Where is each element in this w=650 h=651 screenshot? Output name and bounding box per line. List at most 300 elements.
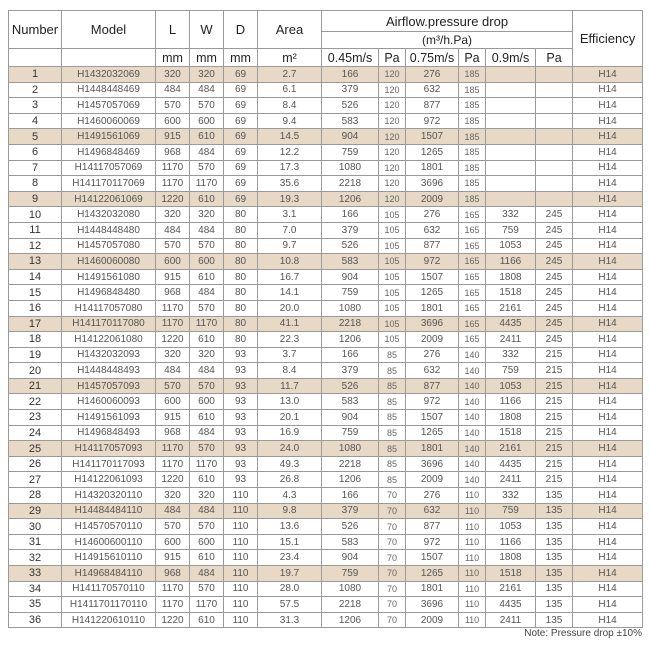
cell-pa-1: 70: [379, 550, 406, 566]
cell-airflow-1: 1206: [322, 191, 379, 207]
cell-airflow-3: [486, 98, 536, 114]
cell-efficiency: H14: [573, 347, 643, 363]
cell-pa-3: [536, 191, 573, 207]
cell-airflow-1: 379: [322, 222, 379, 238]
cell-pa-3: 135: [536, 566, 573, 582]
cell-pa-3: 135: [536, 597, 573, 613]
table-row: [9, 176, 643, 192]
cell-pa-2: 165: [459, 222, 486, 238]
unit-w: mm: [190, 49, 224, 67]
cell-l: 484: [156, 503, 190, 519]
cell-pa-2: 110: [459, 581, 486, 597]
cell-airflow-1: 2218: [322, 456, 379, 472]
cell-pa-1: 105: [379, 285, 406, 301]
cell-d: 93: [224, 347, 258, 363]
table-row: [9, 566, 643, 582]
cell-d: 69: [224, 82, 258, 98]
cell-l: 968: [156, 566, 190, 582]
cell-airflow-1: 904: [322, 410, 379, 426]
cell-l: 1170: [156, 597, 190, 613]
cell-model: H141220610110: [62, 612, 156, 628]
cell-airflow-1: 379: [322, 503, 379, 519]
cell-pa-3: 135: [536, 550, 573, 566]
cell-pa-3: [536, 113, 573, 129]
cell-pa-2: 110: [459, 550, 486, 566]
cell-pa-2: 165: [459, 332, 486, 348]
cell-efficiency: H14: [573, 363, 643, 379]
cell-number: 1: [9, 67, 62, 83]
header-model-unit: [62, 49, 156, 67]
cell-area: 14.5: [258, 129, 322, 145]
cell-d: 69: [224, 129, 258, 145]
cell-d: 69: [224, 176, 258, 192]
cell-efficiency: H14: [573, 269, 643, 285]
cell-model: H14122061080: [62, 332, 156, 348]
table-body: [9, 67, 643, 628]
cell-d: 80: [224, 332, 258, 348]
cell-pa-1: 105: [379, 316, 406, 332]
cell-number: 32: [9, 550, 62, 566]
cell-d: 80: [224, 207, 258, 223]
cell-area: 12.2: [258, 144, 322, 160]
cell-airflow-1: 166: [322, 67, 379, 83]
cell-airflow-2: 1507: [406, 550, 459, 566]
unit-velocity-3: 0.9m/s: [486, 49, 536, 67]
cell-area: 13.0: [258, 394, 322, 410]
cell-efficiency: H14: [573, 566, 643, 582]
cell-airflow-1: 1080: [322, 160, 379, 176]
cell-number: 31: [9, 534, 62, 550]
cell-l: 968: [156, 285, 190, 301]
cell-d: 80: [224, 238, 258, 254]
cell-airflow-3: 2411: [486, 472, 536, 488]
cell-airflow-3: 332: [486, 347, 536, 363]
cell-l: 1170: [156, 456, 190, 472]
cell-efficiency: H14: [573, 612, 643, 628]
cell-pa-3: [536, 67, 573, 83]
cell-number: 29: [9, 503, 62, 519]
cell-area: 9.4: [258, 113, 322, 129]
cell-w: 610: [190, 129, 224, 145]
cell-pa-3: 245: [536, 332, 573, 348]
cell-efficiency: H14: [573, 191, 643, 207]
cell-pa-1: 85: [379, 441, 406, 457]
cell-pa-3: 215: [536, 347, 573, 363]
cell-airflow-2: 1801: [406, 300, 459, 316]
cell-efficiency: H14: [573, 160, 643, 176]
table-row: [9, 597, 643, 613]
cell-pa-2: 185: [459, 144, 486, 160]
cell-efficiency: H14: [573, 456, 643, 472]
table-row: [9, 410, 643, 426]
cell-area: 9.7: [258, 238, 322, 254]
cell-airflow-3: 2161: [486, 581, 536, 597]
cell-model: H1460060069: [62, 113, 156, 129]
cell-l: 320: [156, 347, 190, 363]
cell-area: 49.3: [258, 456, 322, 472]
cell-pa-3: 215: [536, 410, 573, 426]
cell-number: 24: [9, 425, 62, 441]
cell-pa-1: 105: [379, 238, 406, 254]
cell-pa-1: 70: [379, 566, 406, 582]
cell-pa-1: 105: [379, 332, 406, 348]
cell-number: 19: [9, 347, 62, 363]
cell-pa-1: 70: [379, 581, 406, 597]
cell-w: 1170: [190, 176, 224, 192]
cell-airflow-1: 166: [322, 488, 379, 504]
cell-pa-3: [536, 160, 573, 176]
cell-l: 570: [156, 238, 190, 254]
cell-w: 320: [190, 67, 224, 83]
cell-airflow-3: 1053: [486, 378, 536, 394]
cell-w: 1170: [190, 597, 224, 613]
cell-d: 110: [224, 581, 258, 597]
cell-efficiency: H14: [573, 332, 643, 348]
cell-airflow-2: 1801: [406, 441, 459, 457]
cell-number: 6: [9, 144, 62, 160]
cell-airflow-2: 632: [406, 503, 459, 519]
cell-efficiency: H14: [573, 82, 643, 98]
cell-pa-3: 245: [536, 316, 573, 332]
table-row: [9, 488, 643, 504]
cell-pa-3: 215: [536, 441, 573, 457]
cell-area: 2.7: [258, 67, 322, 83]
cell-airflow-2: 1507: [406, 410, 459, 426]
cell-airflow-2: 2009: [406, 191, 459, 207]
header-airflow: Airflow.pressure drop: [322, 11, 573, 32]
cell-model: H1460060080: [62, 254, 156, 270]
cell-airflow-1: 526: [322, 519, 379, 535]
cell-efficiency: H14: [573, 285, 643, 301]
cell-w: 610: [190, 332, 224, 348]
cell-pa-2: 185: [459, 160, 486, 176]
cell-model: H1448448469: [62, 82, 156, 98]
cell-airflow-2: 1265: [406, 566, 459, 582]
cell-pa-2: 140: [459, 394, 486, 410]
cell-number: 34: [9, 581, 62, 597]
cell-model: H1457057093: [62, 378, 156, 394]
cell-l: 600: [156, 113, 190, 129]
cell-w: 600: [190, 254, 224, 270]
cell-airflow-1: 379: [322, 363, 379, 379]
cell-d: 93: [224, 394, 258, 410]
cell-airflow-3: [486, 191, 536, 207]
cell-airflow-3: 2411: [486, 612, 536, 628]
cell-pa-1: 85: [379, 378, 406, 394]
cell-airflow-2: 276: [406, 67, 459, 83]
cell-d: 69: [224, 113, 258, 129]
cell-w: 484: [190, 425, 224, 441]
cell-pa-1: 105: [379, 254, 406, 270]
cell-efficiency: H14: [573, 534, 643, 550]
cell-area: 14.1: [258, 285, 322, 301]
cell-area: 16.9: [258, 425, 322, 441]
cell-d: 80: [224, 269, 258, 285]
cell-efficiency: H14: [573, 472, 643, 488]
cell-airflow-3: [486, 160, 536, 176]
cell-area: 11.7: [258, 378, 322, 394]
cell-pa-3: 245: [536, 285, 573, 301]
cell-airflow-2: 3696: [406, 316, 459, 332]
cell-airflow-1: 166: [322, 207, 379, 223]
cell-airflow-2: 972: [406, 534, 459, 550]
cell-w: 600: [190, 394, 224, 410]
cell-pa-3: [536, 144, 573, 160]
cell-number: 7: [9, 160, 62, 176]
cell-model: H1457057069: [62, 98, 156, 114]
cell-efficiency: H14: [573, 503, 643, 519]
cell-model: H14484484110: [62, 503, 156, 519]
cell-pa-2: 185: [459, 82, 486, 98]
cell-pa-1: 120: [379, 160, 406, 176]
cell-airflow-3: [486, 82, 536, 98]
cell-model: H141170570110: [62, 581, 156, 597]
cell-pa-1: 85: [379, 363, 406, 379]
cell-airflow-1: 904: [322, 550, 379, 566]
cell-pa-1: 120: [379, 67, 406, 83]
cell-airflow-1: 166: [322, 347, 379, 363]
cell-model: H1460060093: [62, 394, 156, 410]
cell-number: 3: [9, 98, 62, 114]
cell-pa-2: 165: [459, 238, 486, 254]
cell-area: 8.4: [258, 98, 322, 114]
cell-number: 12: [9, 238, 62, 254]
cell-airflow-3: 2411: [486, 332, 536, 348]
cell-airflow-3: 2161: [486, 441, 536, 457]
cell-pa-2: 110: [459, 519, 486, 535]
cell-d: 93: [224, 425, 258, 441]
cell-airflow-1: 904: [322, 129, 379, 145]
header-d: D: [224, 11, 258, 49]
cell-pa-2: 185: [459, 129, 486, 145]
table-row: [9, 67, 643, 83]
cell-airflow-3: 1166: [486, 534, 536, 550]
cell-airflow-1: 759: [322, 285, 379, 301]
cell-pa-2: 140: [459, 441, 486, 457]
cell-airflow-1: 379: [322, 82, 379, 98]
cell-airflow-3: 1518: [486, 566, 536, 582]
table-row: [9, 207, 643, 223]
table-row: [9, 160, 643, 176]
cell-pa-2: 165: [459, 269, 486, 285]
cell-pa-1: 120: [379, 191, 406, 207]
cell-w: 1170: [190, 316, 224, 332]
unit-area: m²: [258, 49, 322, 67]
cell-pa-3: 245: [536, 222, 573, 238]
cell-pa-3: 135: [536, 534, 573, 550]
cell-pa-2: 185: [459, 113, 486, 129]
cell-pa-2: 165: [459, 316, 486, 332]
cell-pa-3: 135: [536, 503, 573, 519]
cell-pa-2: 185: [459, 67, 486, 83]
cell-pa-1: 120: [379, 82, 406, 98]
cell-airflow-2: 1265: [406, 425, 459, 441]
cell-w: 484: [190, 363, 224, 379]
cell-model: H1491561093: [62, 410, 156, 426]
cell-pa-2: 140: [459, 472, 486, 488]
cell-airflow-2: 276: [406, 488, 459, 504]
cell-airflow-3: 1053: [486, 519, 536, 535]
cell-model: H1432032093: [62, 347, 156, 363]
cell-l: 1220: [156, 612, 190, 628]
cell-efficiency: H14: [573, 207, 643, 223]
cell-airflow-1: 2218: [322, 176, 379, 192]
cell-pa-1: 105: [379, 207, 406, 223]
cell-pa-2: 140: [459, 425, 486, 441]
cell-efficiency: H14: [573, 254, 643, 270]
cell-d: 80: [224, 285, 258, 301]
cell-airflow-3: [486, 176, 536, 192]
table-row: [9, 113, 643, 129]
cell-pa-1: 120: [379, 144, 406, 160]
table-row: [9, 300, 643, 316]
cell-model: H14122061093: [62, 472, 156, 488]
cell-d: 110: [224, 519, 258, 535]
cell-w: 320: [190, 207, 224, 223]
cell-airflow-2: 276: [406, 207, 459, 223]
cell-l: 1170: [156, 441, 190, 457]
unit-pa-3: Pa: [536, 49, 573, 67]
cell-d: 110: [224, 612, 258, 628]
cell-w: 570: [190, 441, 224, 457]
cell-number: 26: [9, 456, 62, 472]
cell-w: 610: [190, 472, 224, 488]
cell-area: 3.7: [258, 347, 322, 363]
unit-l: mm: [156, 49, 190, 67]
table-row: [9, 332, 643, 348]
cell-area: 15.1: [258, 534, 322, 550]
cell-efficiency: H14: [573, 519, 643, 535]
cell-model: H1491561069: [62, 129, 156, 145]
cell-pa-3: 245: [536, 238, 573, 254]
cell-d: 93: [224, 410, 258, 426]
table-row: [9, 129, 643, 145]
cell-w: 484: [190, 285, 224, 301]
cell-airflow-3: 2161: [486, 300, 536, 316]
cell-area: 28.0: [258, 581, 322, 597]
cell-pa-2: 140: [459, 378, 486, 394]
cell-airflow-3: 1166: [486, 254, 536, 270]
cell-number: 33: [9, 566, 62, 582]
cell-pa-1: 85: [379, 425, 406, 441]
cell-efficiency: H14: [573, 378, 643, 394]
cell-pa-3: 245: [536, 300, 573, 316]
cell-pa-3: 245: [536, 254, 573, 270]
table-row: [9, 378, 643, 394]
table-row: [9, 612, 643, 628]
cell-pa-3: 135: [536, 519, 573, 535]
cell-pa-1: 85: [379, 410, 406, 426]
cell-model: H1496848480: [62, 285, 156, 301]
cell-airflow-2: 877: [406, 98, 459, 114]
cell-pa-2: 165: [459, 207, 486, 223]
cell-efficiency: H14: [573, 113, 643, 129]
cell-airflow-2: 972: [406, 394, 459, 410]
header-efficiency: Efficiency: [573, 11, 643, 67]
cell-l: 570: [156, 519, 190, 535]
cell-airflow-1: 904: [322, 269, 379, 285]
cell-pa-2: 165: [459, 254, 486, 270]
header-airflow-unit: (m³/h.Pa): [322, 32, 573, 49]
cell-model: H14570570110: [62, 519, 156, 535]
cell-l: 484: [156, 82, 190, 98]
cell-d: 110: [224, 566, 258, 582]
cell-airflow-1: 2218: [322, 316, 379, 332]
cell-pa-1: 105: [379, 269, 406, 285]
cell-model: H14117057093: [62, 441, 156, 457]
cell-l: 1220: [156, 472, 190, 488]
cell-pa-2: 110: [459, 503, 486, 519]
cell-airflow-1: 1080: [322, 300, 379, 316]
cell-airflow-2: 632: [406, 222, 459, 238]
header-area: Area: [258, 11, 322, 49]
cell-airflow-2: 3696: [406, 176, 459, 192]
cell-airflow-2: 1801: [406, 160, 459, 176]
cell-d: 80: [224, 300, 258, 316]
cell-airflow-1: 583: [322, 254, 379, 270]
cell-airflow-3: 1518: [486, 425, 536, 441]
cell-w: 320: [190, 347, 224, 363]
table-row: [9, 534, 643, 550]
cell-pa-1: 70: [379, 503, 406, 519]
cell-pa-3: 215: [536, 394, 573, 410]
cell-w: 570: [190, 300, 224, 316]
header-w: W: [190, 11, 224, 49]
cell-number: 25: [9, 441, 62, 457]
cell-l: 570: [156, 378, 190, 394]
unit-d: mm: [224, 49, 258, 67]
table-row: [9, 581, 643, 597]
cell-model: H1448448480: [62, 222, 156, 238]
cell-area: 19.3: [258, 191, 322, 207]
cell-model: H14600600110: [62, 534, 156, 550]
cell-efficiency: H14: [573, 550, 643, 566]
cell-efficiency: H14: [573, 441, 643, 457]
cell-number: 27: [9, 472, 62, 488]
cell-model: H1432032069: [62, 67, 156, 83]
cell-w: 484: [190, 144, 224, 160]
cell-model: H1496848493: [62, 425, 156, 441]
table-row: [9, 394, 643, 410]
cell-airflow-3: 1808: [486, 410, 536, 426]
cell-pa-3: 215: [536, 425, 573, 441]
cell-pa-2: 165: [459, 285, 486, 301]
cell-area: 26.8: [258, 472, 322, 488]
cell-w: 484: [190, 82, 224, 98]
cell-number: 10: [9, 207, 62, 223]
cell-l: 915: [156, 129, 190, 145]
cell-area: 16.7: [258, 269, 322, 285]
cell-pa-1: 85: [379, 394, 406, 410]
table-row: [9, 98, 643, 114]
cell-model: H14915610110: [62, 550, 156, 566]
cell-d: 80: [224, 222, 258, 238]
cell-airflow-1: 759: [322, 144, 379, 160]
cell-area: 7.0: [258, 222, 322, 238]
cell-airflow-2: 1801: [406, 581, 459, 597]
pressure-note: Note: Pressure drop ±10%: [524, 628, 642, 639]
cell-airflow-1: 1080: [322, 441, 379, 457]
cell-pa-3: 135: [536, 581, 573, 597]
cell-area: 35.6: [258, 176, 322, 192]
unit-pa-2: Pa: [459, 49, 486, 67]
cell-l: 968: [156, 144, 190, 160]
cell-airflow-1: 1206: [322, 332, 379, 348]
cell-pa-3: [536, 176, 573, 192]
cell-l: 484: [156, 222, 190, 238]
cell-l: 1170: [156, 581, 190, 597]
cell-pa-1: 70: [379, 597, 406, 613]
